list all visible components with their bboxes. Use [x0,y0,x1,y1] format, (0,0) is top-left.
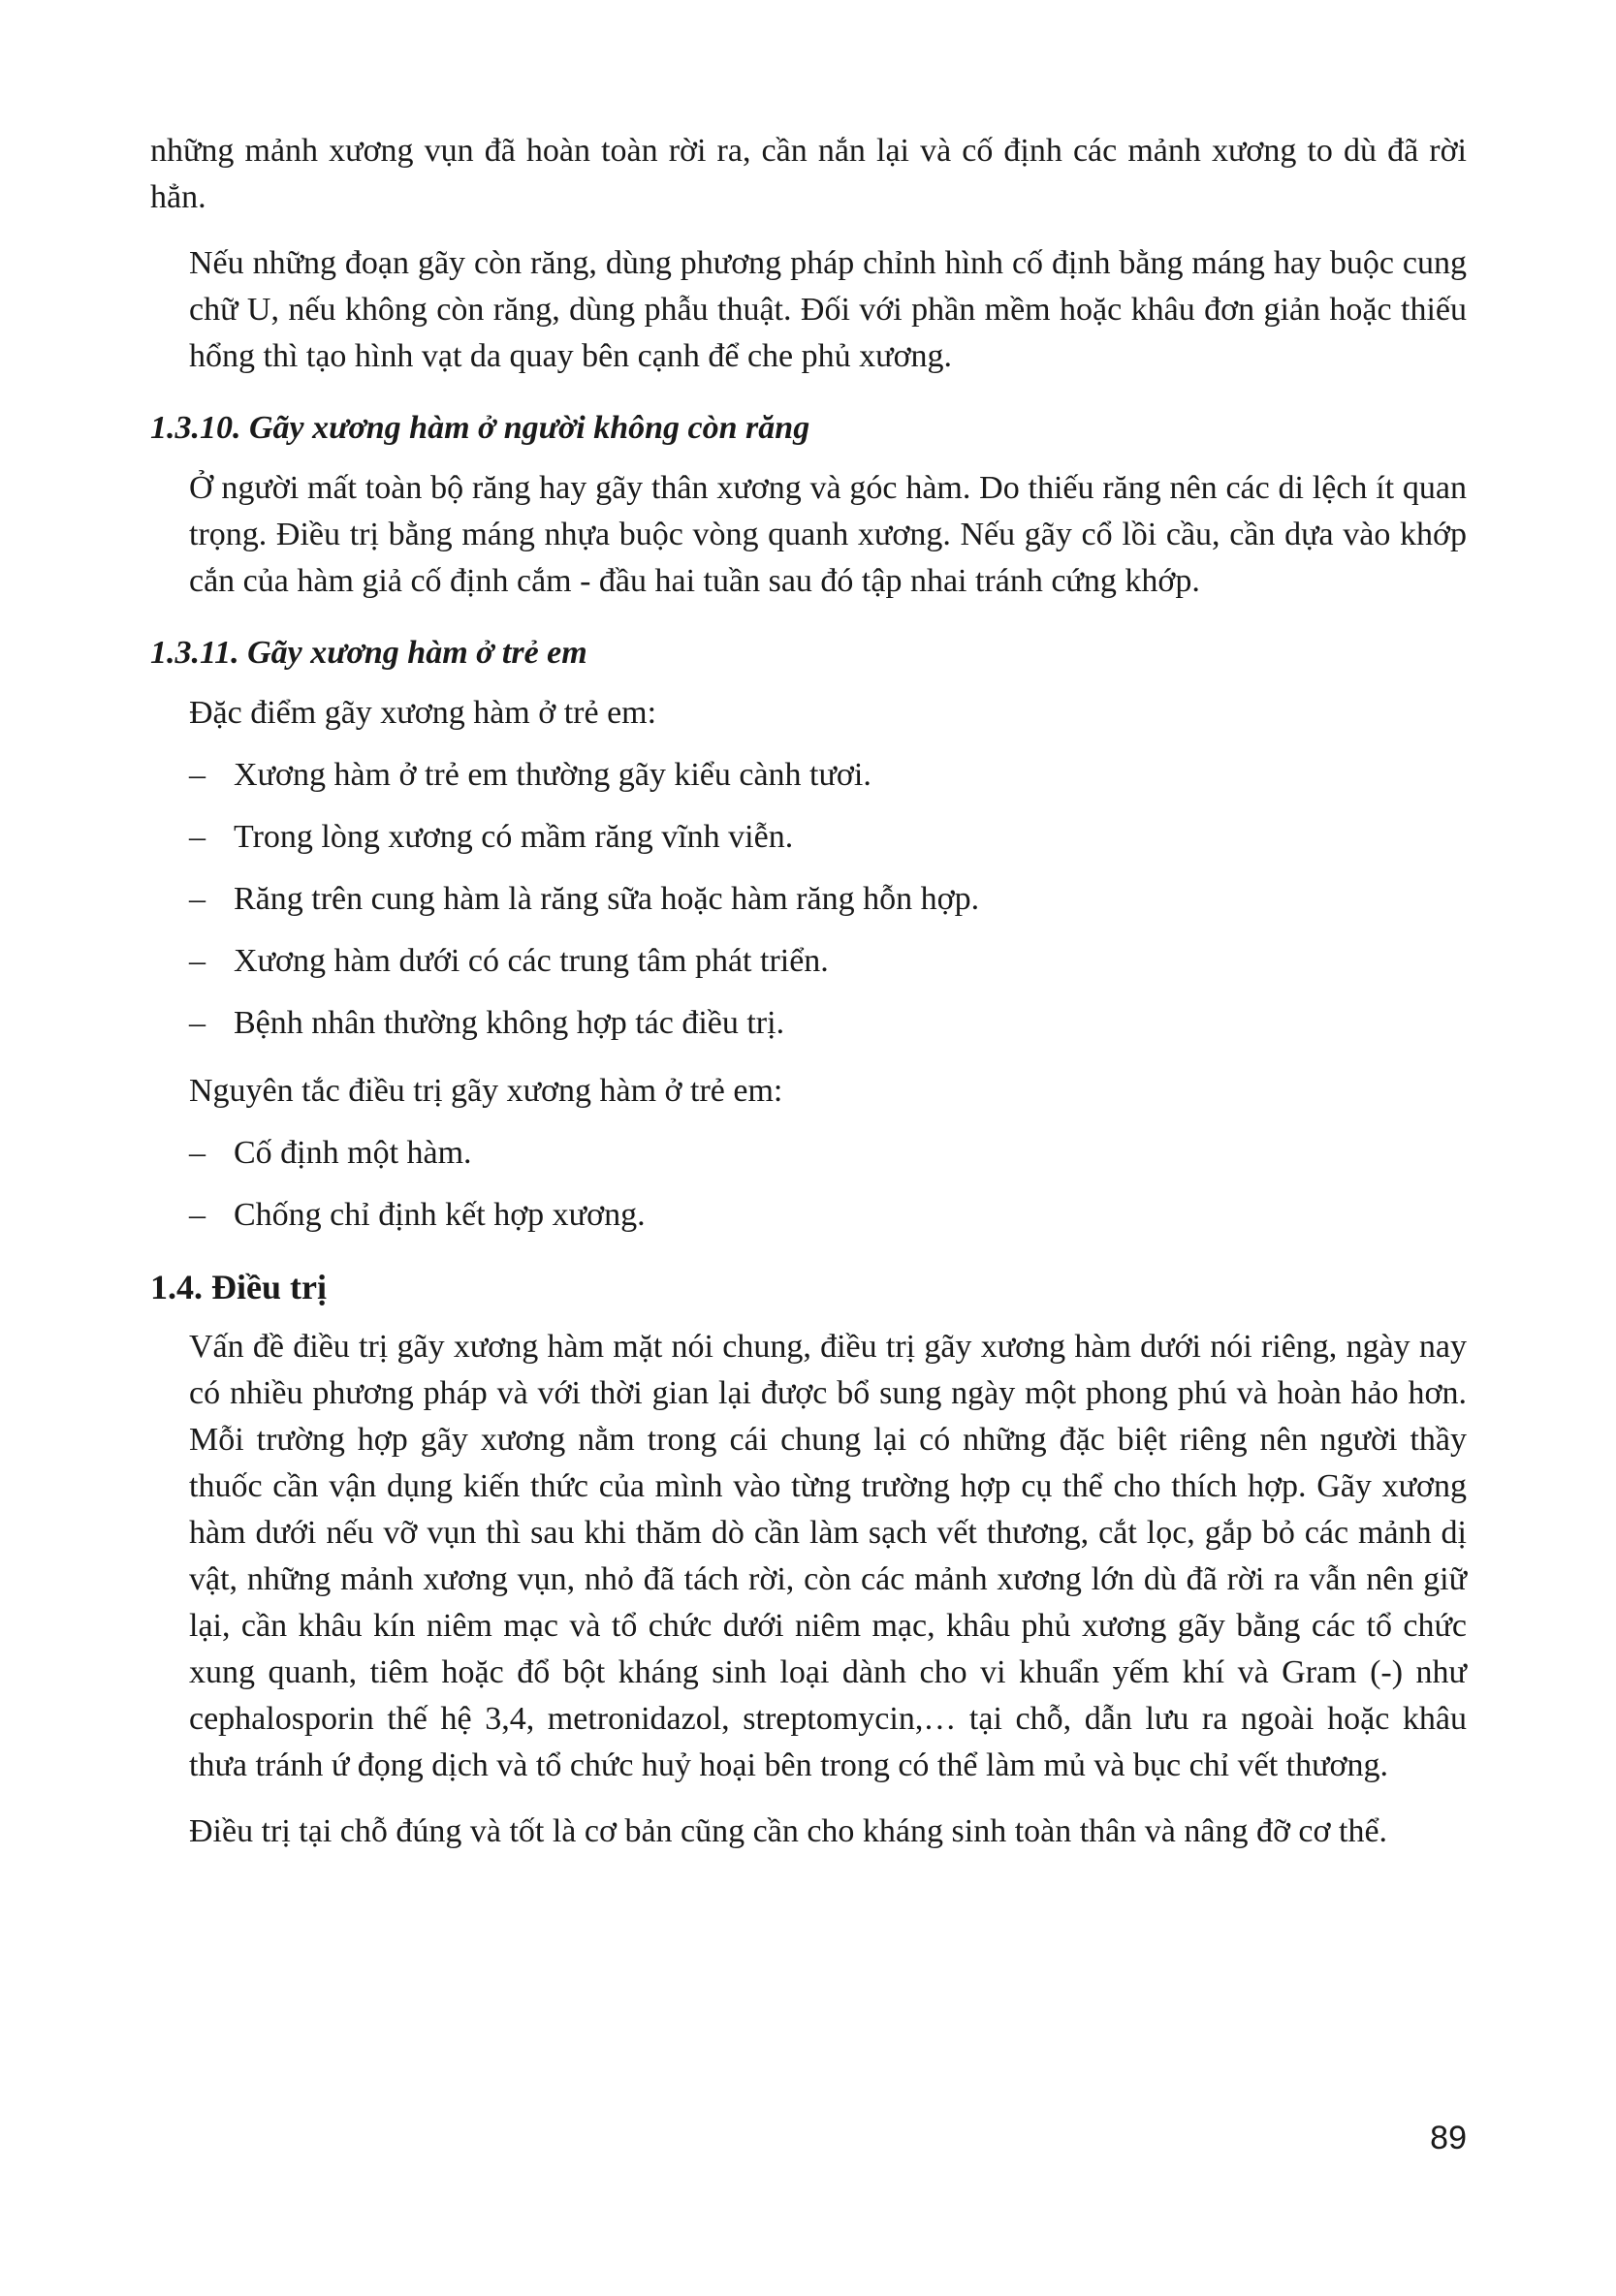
list-item: – Răng trên cung hàm là răng sữa hoặc hàm răng hỗn hợp. [189,876,1467,923]
fixation-paragraph: Nếu những đoạn gãy còn răng, dùng phương pháp chỉnh hình cố định bằng máng hay buộc cung chữ U, nếu không còn răng, dùng phẫu thuật. Đối với phần mềm hoặc khâu đơn giản hoặc thiếu hổng thì tạo hình vạt da quay bên cạnh để che phủ xương. [189,245,1467,374]
page-number: 89 [1430,2120,1467,2156]
list-item: – Chống chỉ định kết hợp xương. [189,1192,1467,1239]
list-item: – Trong lòng xương có mầm răng vĩnh viễn. [189,814,1467,861]
document-page [150,128,1467,1855]
principles-list [150,1130,1467,1239]
list-item: – Xương hàm ở trẻ em thường gãy kiểu cành tươi. [189,752,1467,799]
section-heading-1-4: 1.4. Điều trị [150,1268,327,1306]
dash-bullet: – [189,881,206,917]
principles-intro: Nguyên tắc điều trị gãy xương hàm ở trẻ em: [189,1073,783,1109]
dash-bullet: – [189,819,206,855]
features-list [150,752,1467,1047]
list-item: – Bệnh nhân thường không hợp tác điều trị. [189,1000,1467,1047]
continuation-paragraph: những mảnh xương vụn đã hoàn toàn rời ra, cần nắn lại và cố định các mảnh xương to dù đã rời hẳn. [150,133,1467,215]
list-item: – Xương hàm dưới có các trung tâm phát triển. [189,938,1467,985]
dash-bullet: – [189,1005,206,1041]
dash-bullet: – [189,757,206,793]
features-intro: Đặc điểm gãy xương hàm ở trẻ em: [189,695,657,731]
list-item: – Cố định một hàm. [189,1130,1467,1177]
dash-bullet: – [189,943,206,979]
treatment-closing-paragraph: Điều trị tại chỗ đúng và tốt là cơ bản cũng cần cho kháng sinh toàn thân và nâng đỡ cơ thể. [189,1813,1388,1849]
dash-bullet: – [189,1135,206,1171]
treatment-paragraph: Vấn đề điều trị gãy xương hàm mặt nói chung, điều trị gãy xương hàm dưới nói riêng, ngày nay có nhiều phương pháp và với thời gian lại được bổ sung ngày một phong phú và hoàn hảo hơn. Mỗi trường hợp gãy xương nằm trong cái chung lại có những đặc biệt riêng nên người thầy thuốc cần vận dụng kiến thức của mình vào từng trường hợp cụ thể cho thích hợp. Gãy xương hàm dưới nếu vỡ vụn thì sau khi thăm dò cần làm sạch vết thương, cắt lọc, gắp bỏ các mảnh dị vật, những mảnh xương vụn, nhỏ đã tách rời, còn các mảnh xương lớn dù đã rời ra vẫn nên giữ lại, cần khâu kín niêm mạc và tổ chức dưới niêm mạc, khâu phủ xương gãy bằng các tổ chức xung quanh, tiêm hoặc đổ bột kháng sinh loại dành cho vi khuẩn yếm khí và Gram (-) như cephalosporin thế hệ 3,4, metronidazol, streptomycin,… tại chỗ, dẫn lưu ra ngoài hoặc khâu thưa tránh ứ đọng dịch và tổ chức huỷ hoại bên trong có thể làm mủ và bục chỉ vết thương. [189,1329,1467,1783]
dash-bullet: – [189,1197,206,1233]
section-heading-1-3-10: 1.3.10. Gãy xương hàm ở người không còn răng [150,410,810,446]
section-heading-1-3-11: 1.3.11. Gãy xương hàm ở trẻ em [150,635,587,671]
section-1-3-10-paragraph: Ở người mất toàn bộ răng hay gãy thân xương và góc hàm. Do thiếu răng nên các di lệch ít quan trọng. Điều trị bằng máng nhựa buộc vòng quanh xương. Nếu gãy cổ lồi cầu, cần dựa vào khớp cắn của hàm giả cố định cắm - đầu hai tuần sau đó tập nhai tránh cứng khớp. [189,470,1467,599]
